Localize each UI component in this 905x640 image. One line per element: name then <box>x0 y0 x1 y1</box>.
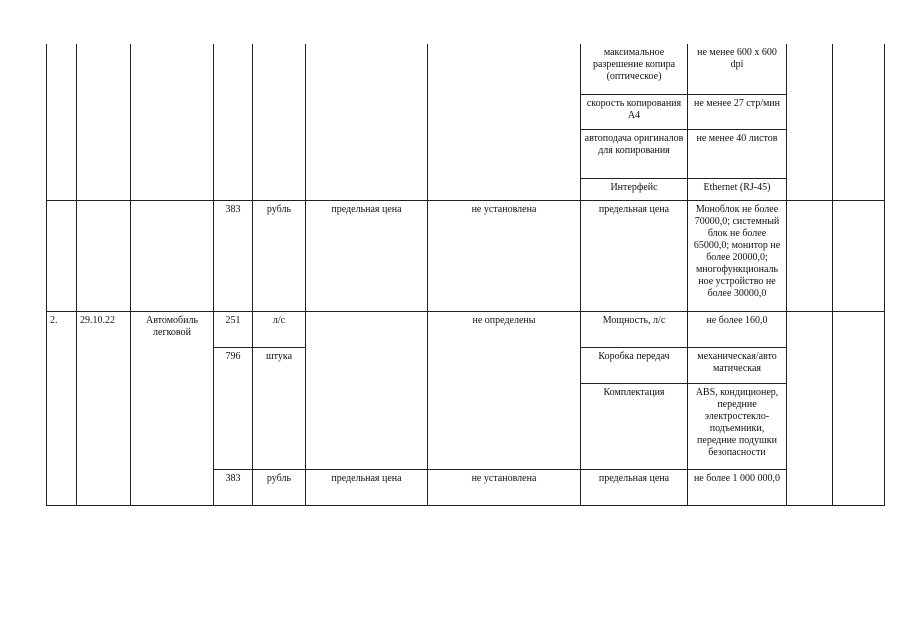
table-row <box>47 200 885 311</box>
characteristic-value: не менее 27 стр/мин <box>688 94 787 129</box>
procurement-requirements-sheet <box>46 44 884 506</box>
characteristic-value: не менее 600 х 600 dpi <box>688 44 787 94</box>
cell-req-main-value: не установлена <box>428 469 581 505</box>
characteristic-name: скорость копирования А4 <box>581 94 688 129</box>
cell-name: Автомобиль легковой <box>131 311 214 505</box>
table-row <box>47 311 885 347</box>
characteristic-value: не более 1 000 000,0 <box>688 469 787 505</box>
characteristic-name: предельная цена <box>581 469 688 505</box>
cell-code <box>77 200 131 311</box>
cell-name <box>131 200 214 311</box>
characteristic-value: механическая/авто матическая <box>688 347 787 383</box>
requirements-table <box>46 44 885 506</box>
cell-req-main-value: не определены <box>428 311 581 469</box>
characteristic-name: максимальное разрешение копира (оптическое) <box>581 44 688 94</box>
characteristic-name: Мощность, л/с <box>581 311 688 347</box>
characteristic-name: Комплектация <box>581 383 688 469</box>
characteristic-value: не менее 40 листов <box>688 129 787 178</box>
cell-req-main-value: не установлена <box>428 200 581 311</box>
cell-okei-name: л/с <box>253 311 306 347</box>
cell-okei-code: 383 <box>214 469 253 505</box>
cell-okei-code: 796 <box>214 347 253 469</box>
characteristic-value: Моноблок не более 70000,0; системный блок не более 65000,0; монитор не более 20000,0; многофункциональ ное устройство не более 30000,0 <box>688 200 787 311</box>
characteristic-name: Интерфейс <box>581 178 688 200</box>
cell-code: 29.10.22 <box>77 311 131 505</box>
cell-req-main: предельная цена <box>306 200 428 311</box>
cell-extra-1 <box>787 200 833 311</box>
cell-num <box>47 200 77 311</box>
characteristic-name: предельная цена <box>581 200 688 311</box>
characteristic-name: Коробка передач <box>581 347 688 383</box>
cell-okei-name: рубль <box>253 200 306 311</box>
cell-req-main: предельная цена <box>306 469 428 505</box>
characteristic-value: ABS, кондиционер, передние электростекло-подъемники, передние подушки безопасности <box>688 383 787 469</box>
cell-req-main <box>306 311 428 469</box>
cell-extra-2 <box>833 311 885 505</box>
cell-num <box>47 44 77 200</box>
cell-okei-name: штука <box>253 347 306 469</box>
cell-okei-name <box>253 44 306 200</box>
cell-code <box>77 44 131 200</box>
cell-extra-2 <box>833 200 885 311</box>
cell-okei-name: рубль <box>253 469 306 505</box>
cell-req-main <box>306 44 428 200</box>
characteristic-value: Ethernet (RJ-45) <box>688 178 787 200</box>
characteristic-value: не более 160,0 <box>688 311 787 347</box>
cell-extra-2 <box>833 44 885 200</box>
cell-num: 2. <box>47 311 77 505</box>
table-row <box>47 44 885 94</box>
cell-req-main-value <box>428 44 581 200</box>
cell-extra-1 <box>787 311 833 505</box>
cell-okei-code: 251 <box>214 311 253 347</box>
cell-okei-code: 383 <box>214 200 253 311</box>
cell-extra-1 <box>787 44 833 200</box>
cell-name <box>131 44 214 200</box>
characteristic-name: автоподача оригиналов для копирования <box>581 129 688 178</box>
cell-okei-code <box>214 44 253 200</box>
